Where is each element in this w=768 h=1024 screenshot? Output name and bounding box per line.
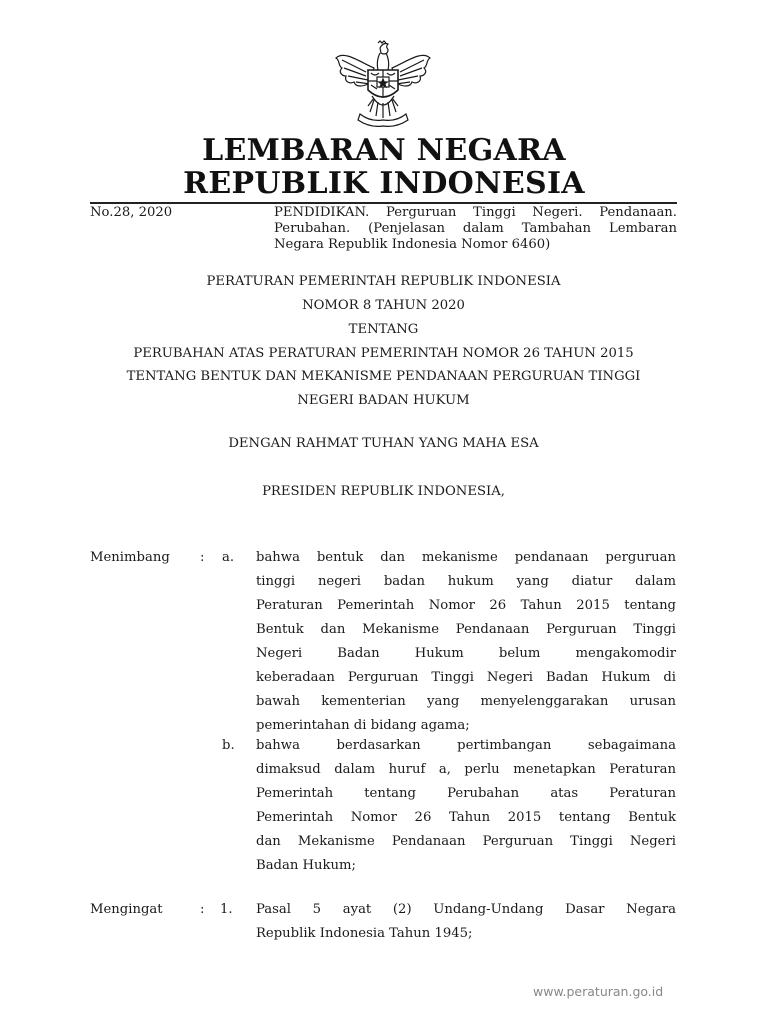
menimbang-marker-a: a.: [222, 550, 235, 565]
text-line: Pemerintah Nomor 26 Tahun 2015 tentang Bentuk: [256, 810, 676, 825]
gazette-subject-line: Negara Republik Indonesia Nomor 6460): [274, 237, 551, 252]
text-line: dan Mekanisme Pendanaan Perguruan Tinggi Negeri: [256, 834, 676, 849]
text-line: Pemerintah tentang Perubahan atas Peraturan: [256, 786, 676, 801]
gazette-subject: [274, 205, 677, 253]
menimbang-item-a: [256, 546, 676, 738]
regulation-title-line: TENTANG BENTUK DAN MEKANISME PENDANAAN PERGURUAN TINGGI: [126, 369, 641, 384]
regulation-tentang: TENTANG: [348, 322, 419, 337]
text-line: dimaksud dalam huruf a, perlu menetapkan Peraturan: [256, 762, 676, 777]
regulation-number: NOMOR 8 TAHUN 2020: [302, 298, 465, 313]
text-line: bahwa bentuk dan mekanisme pendanaan perguruan: [256, 550, 676, 565]
header-divider: [90, 202, 677, 204]
text-line: Bentuk dan Mekanisme Pendanaan Perguruan Tinggi: [256, 622, 676, 637]
garuda-emblem-icon: [330, 40, 436, 132]
gazette-number: No.28, 2020: [90, 205, 173, 220]
menimbang-colon: :: [200, 550, 205, 565]
footer-url: www.peraturan.go.id: [533, 984, 664, 999]
invocation: DENGAN RAHMAT TUHAN YANG MAHA ESA: [228, 436, 539, 451]
gazette-subject-line: Perubahan. (Penjelasan dalam Tambahan Lembaran: [274, 221, 677, 236]
regulation-title-line: NEGERI BADAN HUKUM: [297, 393, 470, 408]
menimbang-item-b: [256, 734, 676, 878]
president-heading: PRESIDEN REPUBLIK INDONESIA,: [262, 484, 505, 499]
text-line: Negeri Badan Hukum belum mengakomodir: [256, 646, 676, 661]
text-line: keberadaan Perguruan Tinggi Negeri Badan Hukum di: [256, 670, 676, 685]
mengingat-item-1: [256, 898, 676, 946]
text-line: bahwa berdasarkan pertimbangan sebagaimana: [256, 738, 676, 753]
gazette-subject-line: PENDIDIKAN. Perguruan Tinggi Negeri. Pendanaan.: [274, 205, 677, 220]
mengingat-marker-1: 1.: [220, 902, 233, 917]
gazette-title-line1: LEMBARAN NEGARA: [202, 133, 566, 168]
text-line: bawah kementerian yang menyelenggarakan urusan: [256, 694, 676, 709]
text-line: Peraturan Pemerintah Nomor 26 Tahun 2015 tentang: [256, 598, 676, 613]
mengingat-label: Mengingat: [90, 902, 163, 917]
text-line: Pasal 5 ayat (2) Undang-Undang Dasar Negara: [256, 902, 676, 917]
menimbang-marker-b: b.: [222, 738, 235, 753]
mengingat-colon: :: [200, 902, 205, 917]
text-line: Republik Indonesia Tahun 1945;: [256, 926, 473, 941]
text-line: tinggi negeri badan hukum yang diatur dalam: [256, 574, 676, 589]
regulation-heading: PERATURAN PEMERINTAH REPUBLIK INDONESIA: [206, 274, 561, 289]
menimbang-label: Menimbang: [90, 550, 170, 565]
text-line: Badan Hukum;: [256, 858, 356, 873]
text-line: pemerintahan di bidang agama;: [256, 718, 470, 733]
regulation-title-line: PERUBAHAN ATAS PERATURAN PEMERINTAH NOMOR 26 TAHUN 2015: [133, 346, 634, 361]
gazette-title-line2: REPUBLIK INDONESIA: [183, 166, 585, 201]
